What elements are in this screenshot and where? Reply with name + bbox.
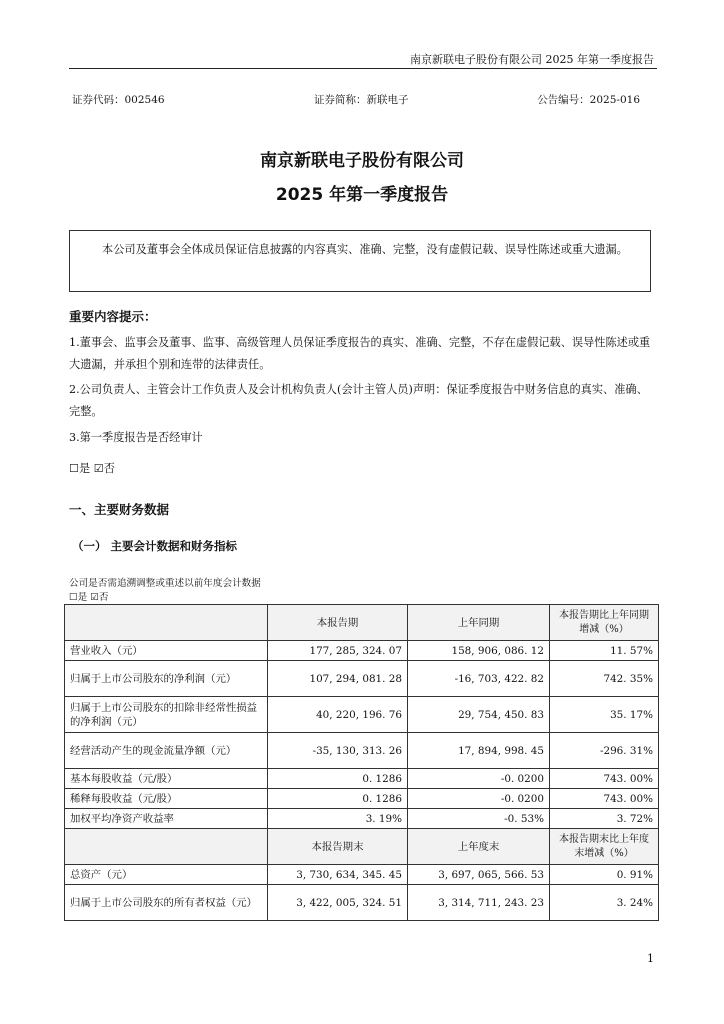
tip-item-2: 2.公司负责人、主管会计工作负责人及会计机构负责人(会计主管人员)声明：保证季度报告中财务信息的真实、准确、完整。 <box>69 383 648 418</box>
restatement-choice: ☐是 ☑否 <box>69 592 109 603</box>
audit-checkbox-choice: ☐是 ☑否 <box>69 462 115 475</box>
value-cell: 17, 894, 998. 45 <box>408 733 550 769</box>
table-header-cell <box>65 829 268 865</box>
table-header-cell: 上年同期 <box>408 605 550 641</box>
running-header: 南京新联电子股份有限公司 2025 年第一季度报告 <box>410 53 654 66</box>
restatement-question: 公司是否需追溯调整或重述以前年度会计数据 <box>69 578 261 589</box>
table-header-cell: 本报告期末 <box>268 829 408 865</box>
table-row <box>65 885 659 921</box>
value-cell: 40, 220, 196. 76 <box>268 697 408 733</box>
value-cell: 11. 57% <box>550 641 659 661</box>
value-cell: -35, 130, 313. 26 <box>268 733 408 769</box>
section-heading-financial-data: 一、主要财务数据 <box>69 502 170 517</box>
row-label: 总资产（元） <box>65 865 268 885</box>
value-cell: 177, 285, 324. 07 <box>268 641 408 661</box>
table-header-row <box>65 829 659 865</box>
value-cell: 3. 24% <box>550 885 659 921</box>
financial-indicators-table <box>64 604 659 921</box>
tips-heading: 重要内容提示： <box>69 309 157 324</box>
table-row <box>65 733 659 769</box>
header-divider <box>69 68 657 69</box>
value-cell: 743. 00% <box>550 789 659 809</box>
value-cell: 3, 314, 711, 243. 23 <box>408 885 550 921</box>
value-cell: -0. 53% <box>408 809 550 829</box>
tip-item-3: 3.第一季度报告是否经审计 <box>69 431 203 444</box>
row-label: 归属于上市公司股东的净利润（元） <box>65 661 268 697</box>
report-title: 2025 年第一季度报告 <box>275 185 449 205</box>
row-label: 归属于上市公司股东的扣除非经常性损益的净利润（元） <box>65 697 268 733</box>
table-row <box>65 865 659 885</box>
value-cell: 3, 697, 065, 566. 53 <box>408 865 550 885</box>
value-cell: -16, 703, 422. 82 <box>408 661 550 697</box>
value-cell: -0. 0200 <box>408 769 550 789</box>
table-header-cell: 本报告期末比上年度末增减（%） <box>550 829 659 865</box>
row-label: 归属于上市公司股东的所有者权益（元） <box>65 885 268 921</box>
table-row <box>65 641 659 661</box>
tip-item-1: 1.董事会、监事会及董事、监事、高级管理人员保证季度报告的真实、准确、完整，不存在虚假记载、误导性陈述或重大遗漏，并承担个别和连带的法律责任。 <box>69 336 651 371</box>
table-row <box>65 697 659 733</box>
table-row <box>65 769 659 789</box>
value-cell: 3, 730, 634, 345. 45 <box>268 865 408 885</box>
stock-code: 证券代码：002546 <box>72 94 165 106</box>
row-label: 基本每股收益（元/股） <box>65 769 268 789</box>
company-title: 南京新联电子股份有限公司 <box>260 151 464 171</box>
table-row <box>65 789 659 809</box>
table-header-cell: 本报告期比上年同期增减（%） <box>550 605 659 641</box>
subsection-heading: （一） 主要会计数据和财务指标 <box>72 539 238 553</box>
row-label: 稀释每股收益（元/股） <box>65 789 268 809</box>
table-header-cell: 上年度末 <box>408 829 550 865</box>
stock-abbreviation: 证券简称：新联电子 <box>314 94 409 106</box>
value-cell: -296. 31% <box>550 733 659 769</box>
row-label: 加权平均净资产收益率 <box>65 809 268 829</box>
value-cell: 0. 1286 <box>268 769 408 789</box>
value-cell: 158, 906, 086. 12 <box>408 641 550 661</box>
value-cell: -0. 0200 <box>408 789 550 809</box>
row-label: 经营活动产生的现金流量净额（元） <box>65 733 268 769</box>
table-row <box>65 661 659 697</box>
value-cell: 3, 422, 005, 324. 51 <box>268 885 408 921</box>
notice-number: 公告编号：2025-016 <box>537 94 640 106</box>
value-cell: 3. 72% <box>550 809 659 829</box>
value-cell: 742. 35% <box>550 661 659 697</box>
value-cell: 0. 1286 <box>268 789 408 809</box>
declaration-box: 本公司及董事会全体成员保证信息披露的内容真实、准确、完整，没有虚假记载、误导性陈述或重大遗漏。 <box>69 230 651 292</box>
page-number: 1 <box>647 952 654 965</box>
value-cell: 3. 19% <box>268 809 408 829</box>
value-cell: 743. 00% <box>550 769 659 789</box>
value-cell: 35. 17% <box>550 697 659 733</box>
row-label: 营业收入（元） <box>65 641 268 661</box>
value-cell: 107, 294, 081. 28 <box>268 661 408 697</box>
table-header-cell: 本报告期 <box>268 605 408 641</box>
table-row <box>65 809 659 829</box>
table-header-cell <box>65 605 268 641</box>
value-cell: 0. 91% <box>550 865 659 885</box>
value-cell: 29, 754, 450. 83 <box>408 697 550 733</box>
table-header-row <box>65 605 659 641</box>
